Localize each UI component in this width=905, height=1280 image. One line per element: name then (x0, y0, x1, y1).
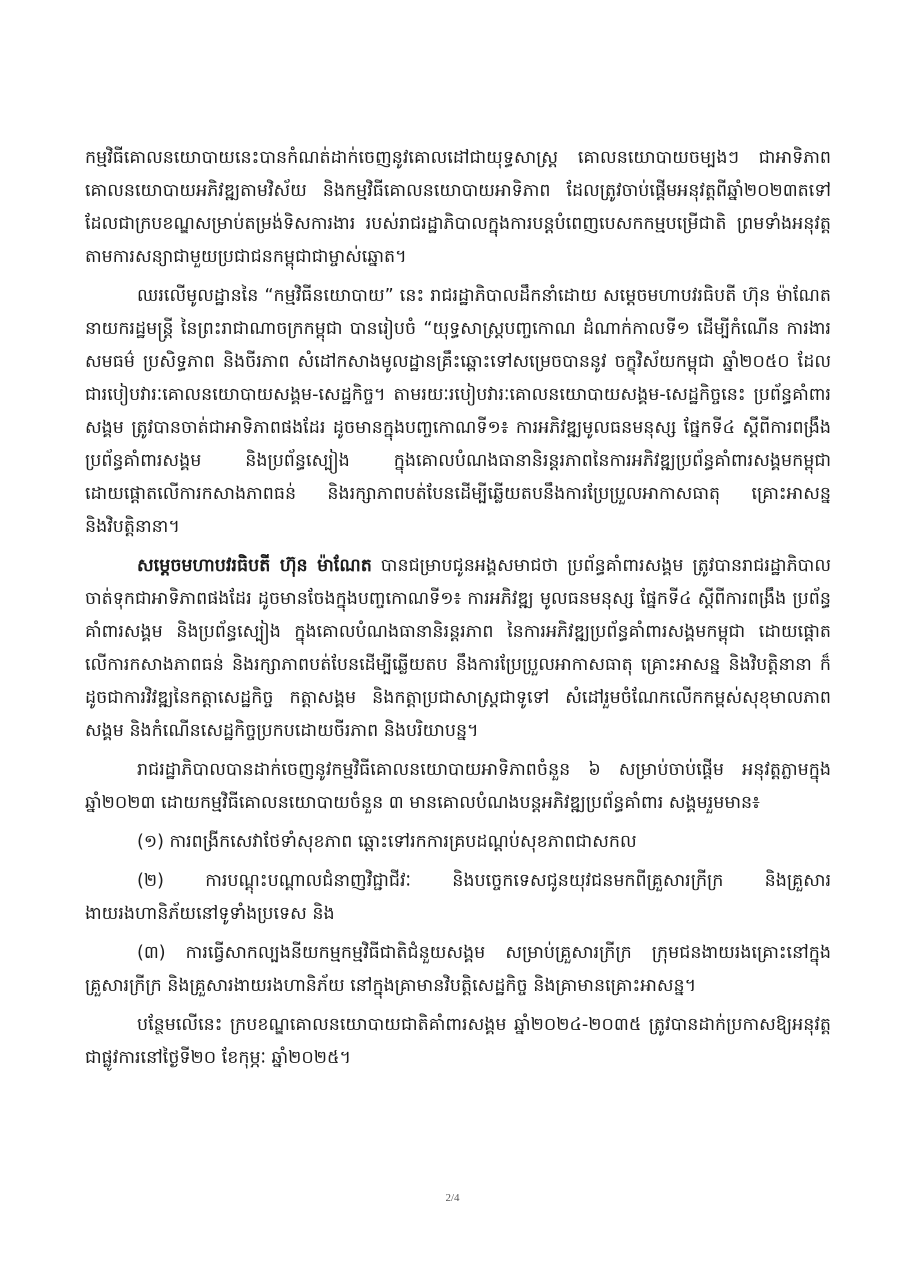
paragraph-text: កម្មវិធីគោលនយោបាយនេះបានកំណត់ដាក់ចេញនូវគោលដៅជាយុទ្ធសាស្ត្រ គោលនយោបាយចម្បងៗ ជាអាទិភាព គោលនយោបាយអភិវឌ្ឍតាមវិស័យ និងកម្មវិធីគោលនយោបាយអាទិភាព ដែលត្រូវចាប់ផ្តើមអនុវត្តពីឆ្នាំ២០២៣តទៅ ដែលជាក្របខណ្ឌសម្រាប់តម្រង់ទិសការងារ របស់រាជរដ្ឋាភិបាលក្នុងការបន្តបំពេញបេសកកម្មបម្រើជាតិ ព្រមទាំងអនុវត្តតាមការសន្យាជាមួយប្រជាជនកម្ពុជាជាម្ចាស់ឆ្នោត។ (85, 148, 831, 267)
list-item-text: (២) ការបណ្តុះបណ្តាលជំនាញវិជ្ជាជីវៈ និងបច្ចេកទេសជូនយុវជនមកពីគ្រួសារក្រីក្រ និងគ្រួសារងាយរងហានិភ័យនៅទូទាំងប្រទេស និង (85, 871, 831, 924)
paragraph-text: ឈរលើមូលដ្ឋាននៃ “កម្មវិធីនយោបាយ” នេះ រាជរដ្ឋាភិបាលដឹកនាំដោយ សម្តេចមហាបវរធិបតី ហ៊ុន ម៉ាណែត នាយករដ្ឋមន្ត្រី នៃព្រះរាជាណាចក្រកម្ពុជា បានរៀបចំ “យុទ្ធសាស្ត្របញ្ចកោណ ដំណាក់កាលទី១ ដើម្បីកំណើន ការងារ សមធម៌ ប្រសិទ្ធភាព និងចីរភាព សំដៅកសាងមូលដ្ឋានគ្រឹះឆ្ពោះទៅសម្រេចបាននូវ ចក្ខុវិស័យកម្ពុជា ឆ្នាំ២០៥០ ដែលជារបៀបវារៈគោលនយោបាយសង្គម-សេដ្ឋកិច្ច។ តាមរយៈរបៀបវារៈគោលនយោបាយសង្គម-សេដ្ឋកិច្ចនេះ ប្រព័ន្ធគាំពារសង្គម ត្រូវបានចាត់ជាអាទិភាពផងដែរ ដូចមានក្នុងបញ្ចកោណទី១៖ ការអភិវឌ្ឍមូលធនមនុស្ស ផ្នែកទី៤ ស្តីពីការពង្រឹង ប្រព័ន្ធគាំពារសង្គម និងប្រព័ន្ធស្បៀង ក្នុងគោលបំណងធានានិរន្តរភាពនៃការអភិវឌ្ឍប្រព័ន្ធគាំពារសង្គមកម្ពុជា ដោយផ្តោតលើការកសាងភាពធន់ និងរក្សាភាពបត់បែនដើម្បីឆ្លើយតបនឹងការប្រែប្រួលអាកាសធាតុ គ្រោះអាសន្ន និងវិបត្តិនានា។ (85, 286, 831, 537)
list-item-social-assistance (85, 937, 831, 1003)
prime-minister-name: សម្តេចមហាបវរធិបតី ហ៊ុន ម៉ាណែត (137, 556, 372, 576)
list-item-vocational-training (85, 865, 831, 931)
list-item-text: (១) ការពង្រីកសេវាថែទាំសុខភាព ឆ្ពោះទៅរកការគ្របដណ្តប់សុខភាពជាសកល (137, 832, 637, 852)
list-item-health-coverage (85, 826, 831, 859)
paragraph-text: រាជរដ្ឋាភិបាលបានដាក់ចេញនូវកម្មវិធីគោលនយោបាយអាទិភាពចំនួន ៦ សម្រាប់ចាប់ផ្តើម អនុវត្តភ្លាមក្នុងឆ្នាំ២០២៣ ដោយកម្មវិធីគោលនយោបាយចំនួន ៣ មានគោលបំណងបន្តអភិវឌ្ឍប្រព័ន្ធគាំពារ សង្គមរួមមាន៖ (85, 760, 831, 813)
document-body (85, 142, 831, 1081)
paragraph-social-protection-framework (85, 1009, 831, 1075)
paragraph-priority-programs (85, 754, 831, 820)
paragraph-policy-program (85, 142, 831, 274)
list-item-text: (៣) ការធ្វើសាកល្បងនីយកម្មកម្មវិធីជាតិជំនួយសង្គម សម្រាប់គ្រួសារក្រីក្រ ក្រុមជនងាយរងគ្រោះនៅក្នុងគ្រួសារក្រីក្រ និងគ្រួសារងាយរងហានិភ័យ នៅក្នុងគ្រាមានវិបត្តិសេដ្ឋកិច្ច និងគ្រាមានគ្រោះអាសន្ន។ (85, 943, 831, 996)
paragraph-pentagonal-strategy (85, 280, 831, 544)
page-number: 2/4 (445, 1192, 460, 1204)
paragraph-prime-minister-statement (85, 550, 831, 748)
paragraph-text: បានជម្រាបជូនអង្គសមាជថា ប្រព័ន្ធគាំពារសង្គម ត្រូវបានរាជរដ្ឋាភិបាល ចាត់ទុកជាអាទិភាពផងដែរ ដូចមានចែងក្នុងបញ្ចកោណទី១៖ ការអភិវឌ្ឍ មូលធនមនុស្ស ផ្នែកទី៤ ស្តីពីការពង្រឹង ប្រព័ន្ធគាំពារសង្គម និងប្រព័ន្ធស្បៀង ក្នុងគោលបំណងធានានិរន្តរភាព នៃការអភិវឌ្ឍប្រព័ន្ធគាំពារសង្គមកម្ពុជា ដោយផ្តោតលើការកសាងភាពធន់ និងរក្សាភាពបត់បែនដើម្បីឆ្លើយតប នឹងការប្រែប្រួលអាកាសធាតុ គ្រោះអាសន្ន និងវិបត្តិនានា ក៏ដូចជាការវិវឌ្ឍនៃកត្តាសេដ្ឋកិច្ច កត្តាសង្គម និងកត្តាប្រជាសាស្ត្រជាទូទៅ សំដៅរួមចំណែកលើកកម្ពស់សុខុមាលភាពសង្គម និងកំណើនសេដ្ឋកិច្ចប្រកបដោយចីរភាព និងបរិយាបន្ន។ (85, 556, 831, 741)
paragraph-text: បន្ថែមលើនេះ ក្របខណ្ឌគោលនយោបាយជាតិគាំពារសង្គម ឆ្នាំ២០២៤-២០៣៥ ត្រូវបានដាក់ប្រកាសឱ្យអនុវត្តជាផ្លូវការនៅថ្ងៃទី២០ ខែកុម្ភៈ ឆ្នាំ២០២៥។ (85, 1015, 831, 1068)
